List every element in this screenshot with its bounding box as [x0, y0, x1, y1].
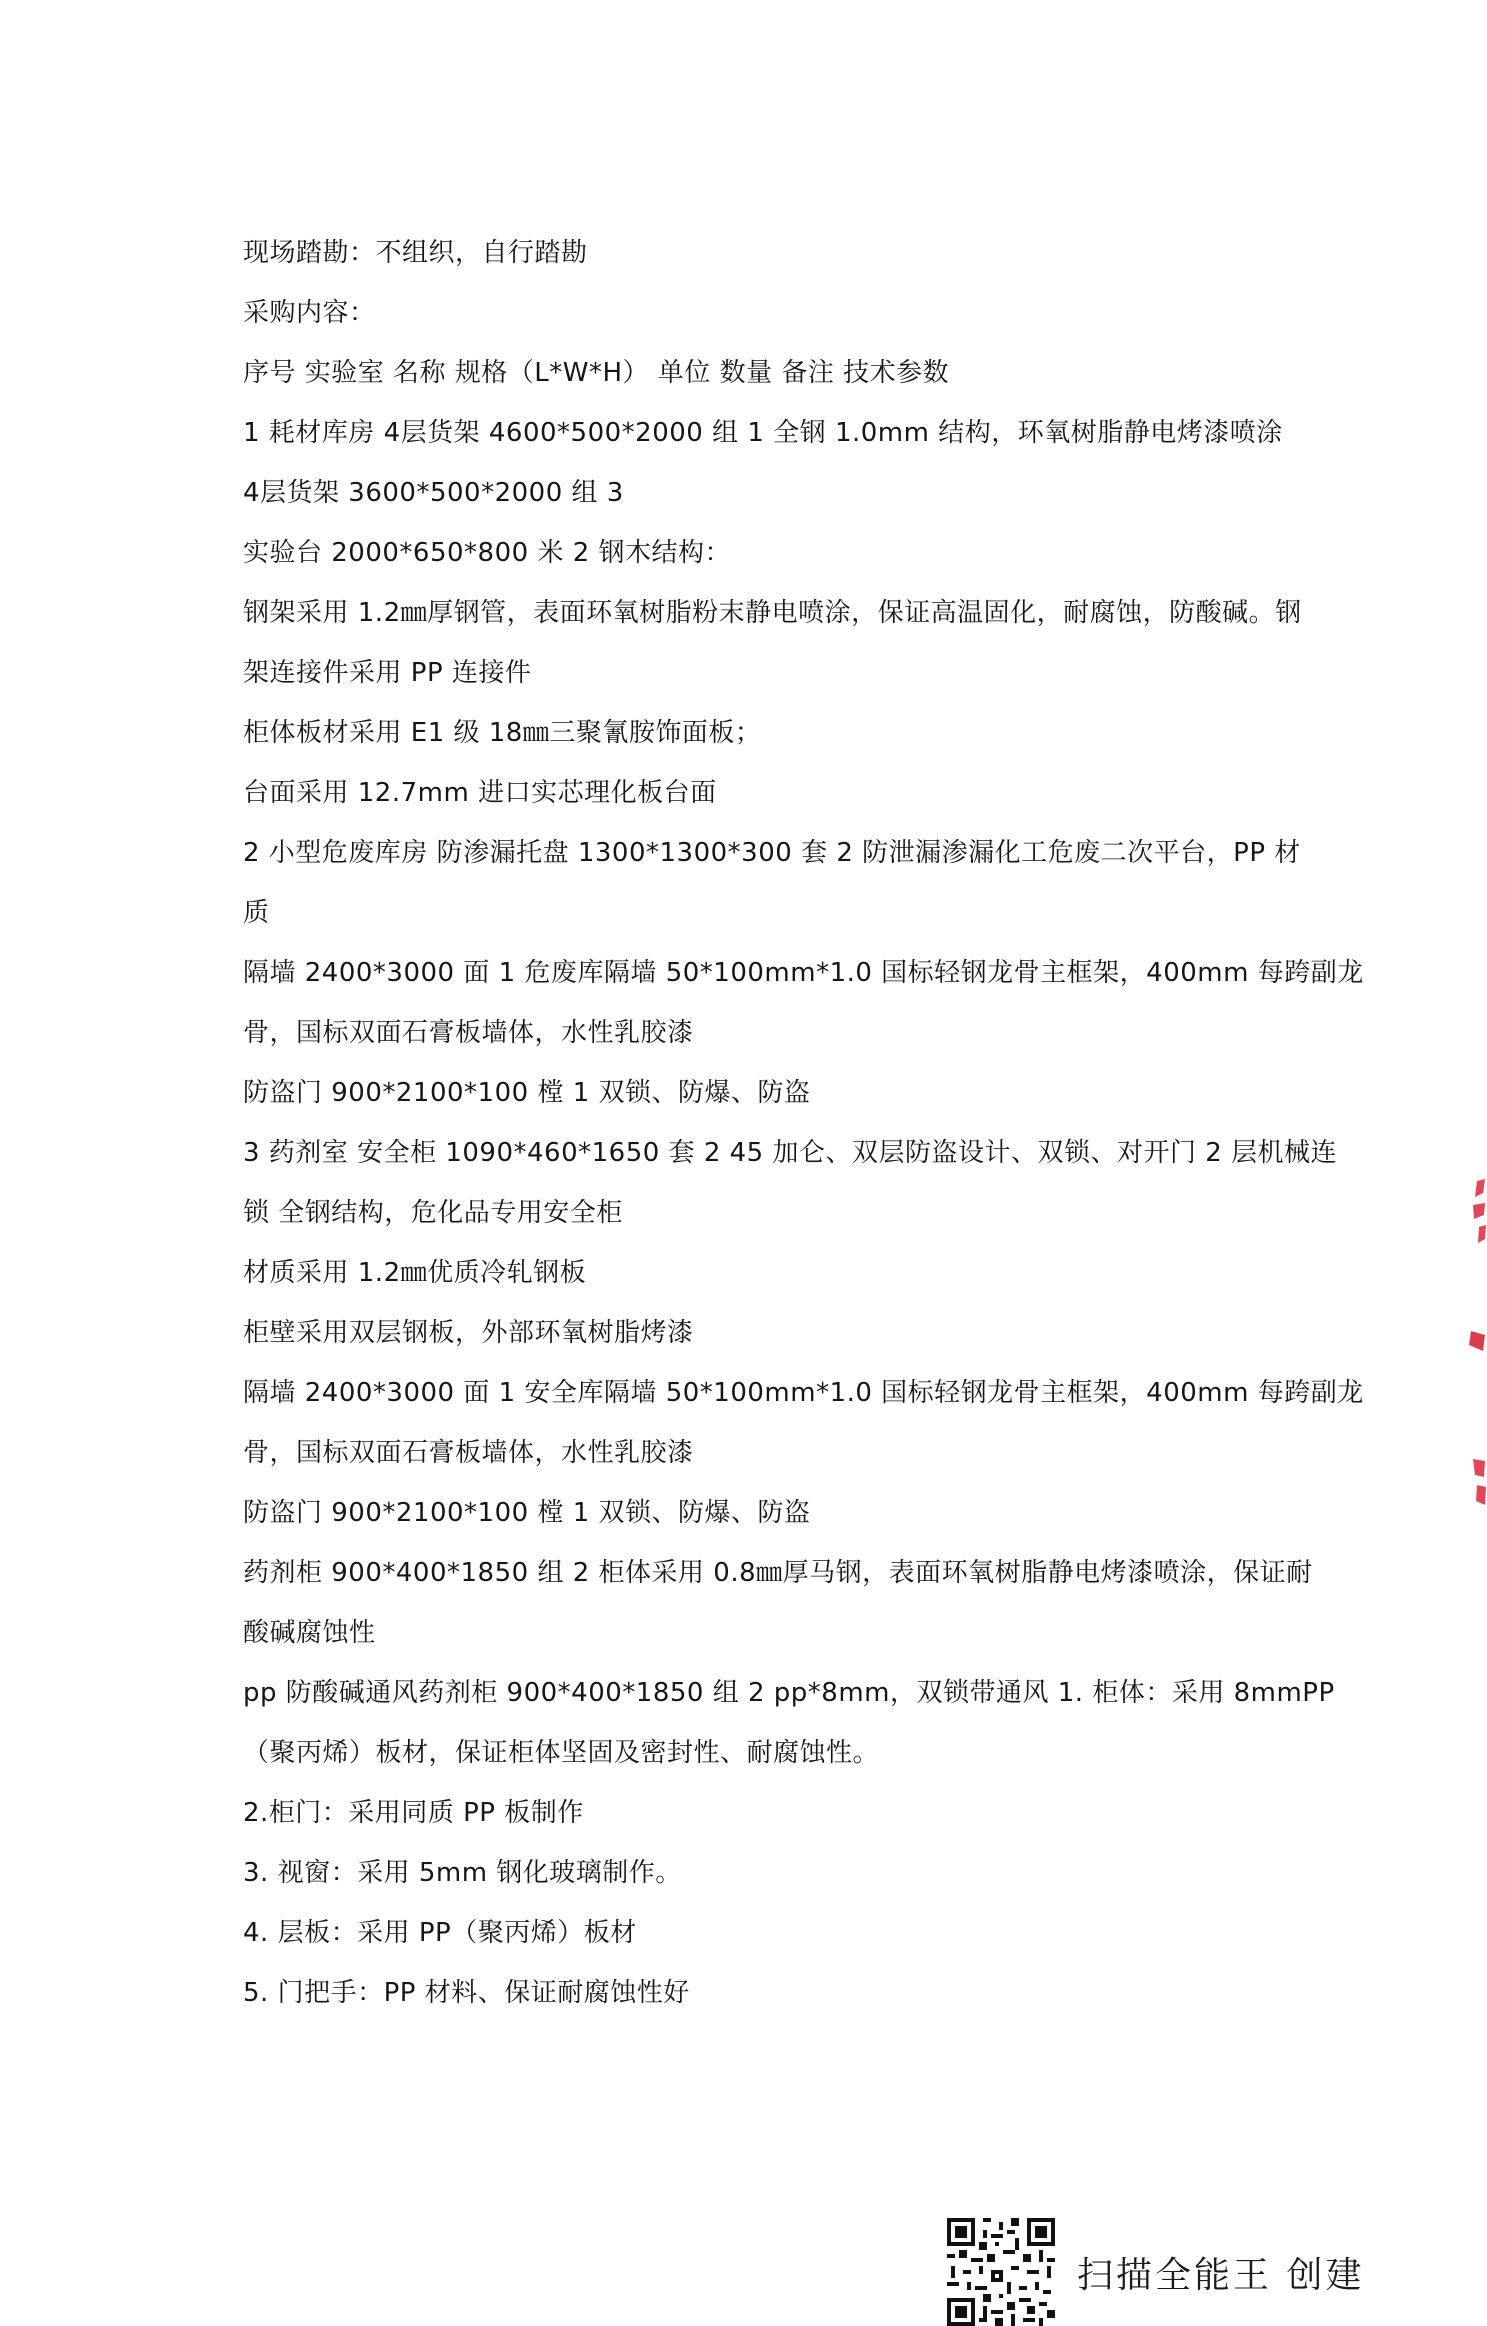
- text-line: 材质采用 1.2㎜优质冷轧钢板: [243, 1258, 587, 1288]
- seal-stamp-fragment: [1465, 1455, 1487, 1515]
- seal-stamp-fragment: [1465, 1175, 1487, 1255]
- text-line: 防盗门 900*2100*100 樘 1 双锁、防爆、防盗: [243, 1078, 811, 1108]
- text-line: 3. 视窗：采用 5mm 钢化玻璃制作。: [243, 1858, 682, 1888]
- text-line: 柜体板材采用 E1 级 18㎜三聚氰胺饰面板；: [243, 718, 762, 748]
- text-line: 现场踏勘：不组织，自行踏勘: [243, 238, 588, 268]
- text-line: 防盗门 900*2100*100 樘 1 双锁、防爆、防盗: [243, 1498, 811, 1528]
- scanner-brand-label: 扫描全能王 创建: [1077, 2254, 1365, 2296]
- text-line: 1 耗材库房 4层货架 4600*500*2000 组 1 全钢 1.0mm 结构，环氧树脂静电烤漆喷涂: [243, 418, 1283, 448]
- text-line: 3 药剂室 安全柜 1090*460*1650 套 2 45 加仑、双层防盗设计、双锁、对开门 2 层机械连: [243, 1138, 1338, 1168]
- text-line: 4层货架 3600*500*2000 组 3: [243, 478, 624, 508]
- text-line: 2 小型危废库房 防渗漏托盘 1300*1300*300 套 2 防泄漏渗漏化工危废二次平台，PP 材: [243, 838, 1301, 868]
- text-line: 5. 门把手：PP 材料、保证耐腐蚀性好: [243, 1978, 690, 2008]
- text-line: （聚丙烯）板材，保证柜体坚固及密封性、耐腐蚀性。: [243, 1738, 880, 1768]
- document-body: [243, 223, 1364, 2023]
- text-line: 隔墙 2400*3000 面 1 危废库隔墙 50*100mm*1.0 国标轻钢龙骨主框架，400mm 每跨副龙: [243, 958, 1364, 988]
- text-line: 4. 层板：采用 PP（聚丙烯）板材: [243, 1918, 637, 1948]
- seal-stamp-fragment: [1465, 1325, 1487, 1365]
- text-line: 酸碱腐蚀性: [243, 1618, 376, 1648]
- text-line: 柜壁采用双层钢板，外部环氧树脂烤漆: [243, 1318, 694, 1348]
- text-line: pp 防酸碱通风药剂柜 900*400*1850 组 2 pp*8mm，双锁带通风 1. 柜体：采用 8mmPP: [243, 1678, 1335, 1708]
- text-line: 台面采用 12.7mm 进口实芯理化板台面: [243, 778, 717, 808]
- text-line: 药剂柜 900*400*1850 组 2 柜体采用 0.8㎜厚马钢，表面环氧树脂静电烤漆喷涂，保证耐: [243, 1558, 1313, 1588]
- text-line: 质: [243, 898, 270, 928]
- text-line: 采购内容：: [243, 298, 376, 328]
- text-line: 钢架采用 1.2㎜厚钢管，表面环氧树脂粉末静电喷涂，保证高温固化，耐腐蚀，防酸碱。钢: [243, 598, 1302, 628]
- text-line: 骨，国标双面石膏板墙体，水性乳胶漆: [243, 1018, 694, 1048]
- qr-code-icon: [947, 2218, 1055, 2326]
- text-line: 隔墙 2400*3000 面 1 安全库隔墙 50*100mm*1.0 国标轻钢龙骨主框架，400mm 每跨副龙: [243, 1378, 1364, 1408]
- scanner-watermark: [947, 2218, 1364, 2326]
- text-line: 架连接件采用 PP 连接件: [243, 658, 532, 688]
- text-line: 实验台 2000*650*800 米 2 钢木结构：: [243, 538, 732, 568]
- text-line: 锁 全钢结构，危化品专用安全柜: [243, 1198, 623, 1228]
- text-line: 骨，国标双面石膏板墙体，水性乳胶漆: [243, 1438, 694, 1468]
- text-line: 2.柜门：采用同质 PP 板制作: [243, 1798, 584, 1828]
- text-line: 序号 实验室 名称 规格（L*W*H） 单位 数量 备注 技术参数: [243, 358, 950, 388]
